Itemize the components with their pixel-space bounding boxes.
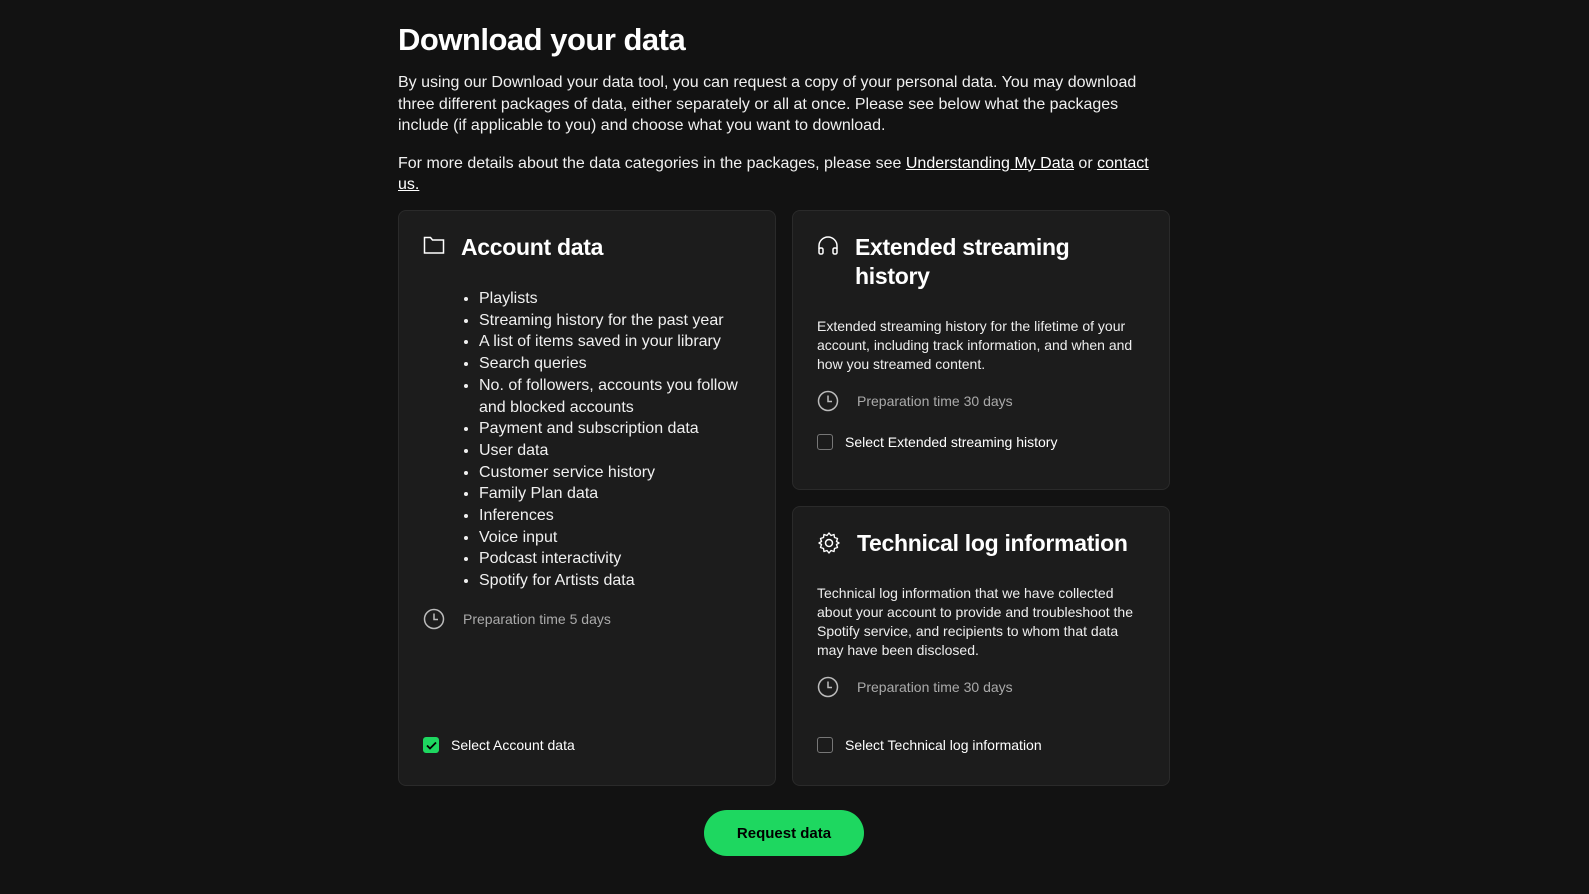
- page-title: Download your data: [398, 22, 686, 57]
- technical-description: Technical log information that we have collected about your account to provide and troubleshoot the Spotify service, and recipients to whom that data may have been disclosed.: [817, 585, 1133, 658]
- clock-icon: [817, 676, 839, 698]
- list-item: • Podcast interactivity: [479, 548, 751, 570]
- checkbox-label: Select Technical log information: [845, 737, 1042, 753]
- checkbox-checked[interactable]: [423, 737, 439, 753]
- list-item: • Family Plan data: [479, 483, 751, 505]
- list-item: • Search queries: [479, 353, 751, 375]
- details-prefix: For more details about the data categories in the packages, please see: [398, 154, 906, 172]
- clock-icon: [817, 390, 839, 412]
- check-icon: [426, 741, 437, 750]
- list-item: • Voice input: [479, 527, 751, 549]
- preparation-time: [817, 390, 1145, 412]
- list-item: • Playlists: [479, 288, 751, 310]
- list-item: • Spotify for Artists data: [479, 570, 751, 592]
- list-item: • Inferences: [479, 505, 751, 527]
- list-item: • No. of followers, accounts you follow and blocked accounts: [479, 375, 751, 418]
- preparation-time-text: Preparation time 5 days: [463, 610, 611, 627]
- preparation-time: [817, 676, 1145, 698]
- details-or: or: [1073, 154, 1098, 172]
- checkbox-label: Select Account data: [451, 737, 575, 753]
- technical-log-card: [792, 506, 1170, 786]
- select-account-data-checkbox[interactable]: [423, 737, 575, 753]
- checkbox-label: Select Extended streaming history: [845, 434, 1058, 450]
- headphones-icon: [817, 235, 839, 257]
- technical-log-title: Technical log information: [857, 530, 1128, 556]
- extended-description: Extended streaming history for the lifetime of your account, including track information, and when and how you streamed content.: [817, 318, 1133, 372]
- list-item: • Payment and subscription data: [479, 418, 751, 440]
- account-data-card: [398, 210, 776, 786]
- details-text: [398, 153, 1170, 196]
- folder-icon: [423, 235, 445, 255]
- extended-streaming-history-card: [792, 210, 1170, 490]
- list-item: • A list of items saved in your library: [479, 331, 751, 353]
- list-item: • Customer service history: [479, 462, 751, 484]
- contact-us-link[interactable]: contact us.: [398, 154, 1149, 193]
- checkbox-unchecked[interactable]: [817, 434, 833, 450]
- preparation-time-text: Preparation time 30 days: [857, 393, 1013, 409]
- select-extended-streaming-history-checkbox[interactable]: [817, 434, 1145, 450]
- preparation-time: [423, 608, 751, 630]
- select-technical-log-checkbox[interactable]: [817, 737, 1042, 753]
- list-item: • User data: [479, 440, 751, 462]
- checkbox-unchecked[interactable]: [817, 737, 833, 753]
- extended-streaming-history-title: Extended streaming history: [855, 234, 1070, 289]
- understanding-my-data-link[interactable]: Understanding My Data: [905, 154, 1074, 172]
- request-data-button[interactable]: Request data: [704, 810, 864, 856]
- account-data-title: Account data: [461, 234, 604, 260]
- clock-icon: [423, 608, 445, 630]
- account-data-list: [479, 288, 751, 592]
- intro-text: By using our Download your data tool, you can request a copy of your personal data. You may download three different packages of data, either separately or all at once. Please see below what the packages include (if applicable to you) and choose what you want to download.: [398, 74, 1137, 134]
- gear-icon: [817, 531, 841, 555]
- preparation-time-text: Preparation time 30 days: [857, 679, 1013, 695]
- list-item: • Streaming history for the past year: [479, 310, 751, 332]
